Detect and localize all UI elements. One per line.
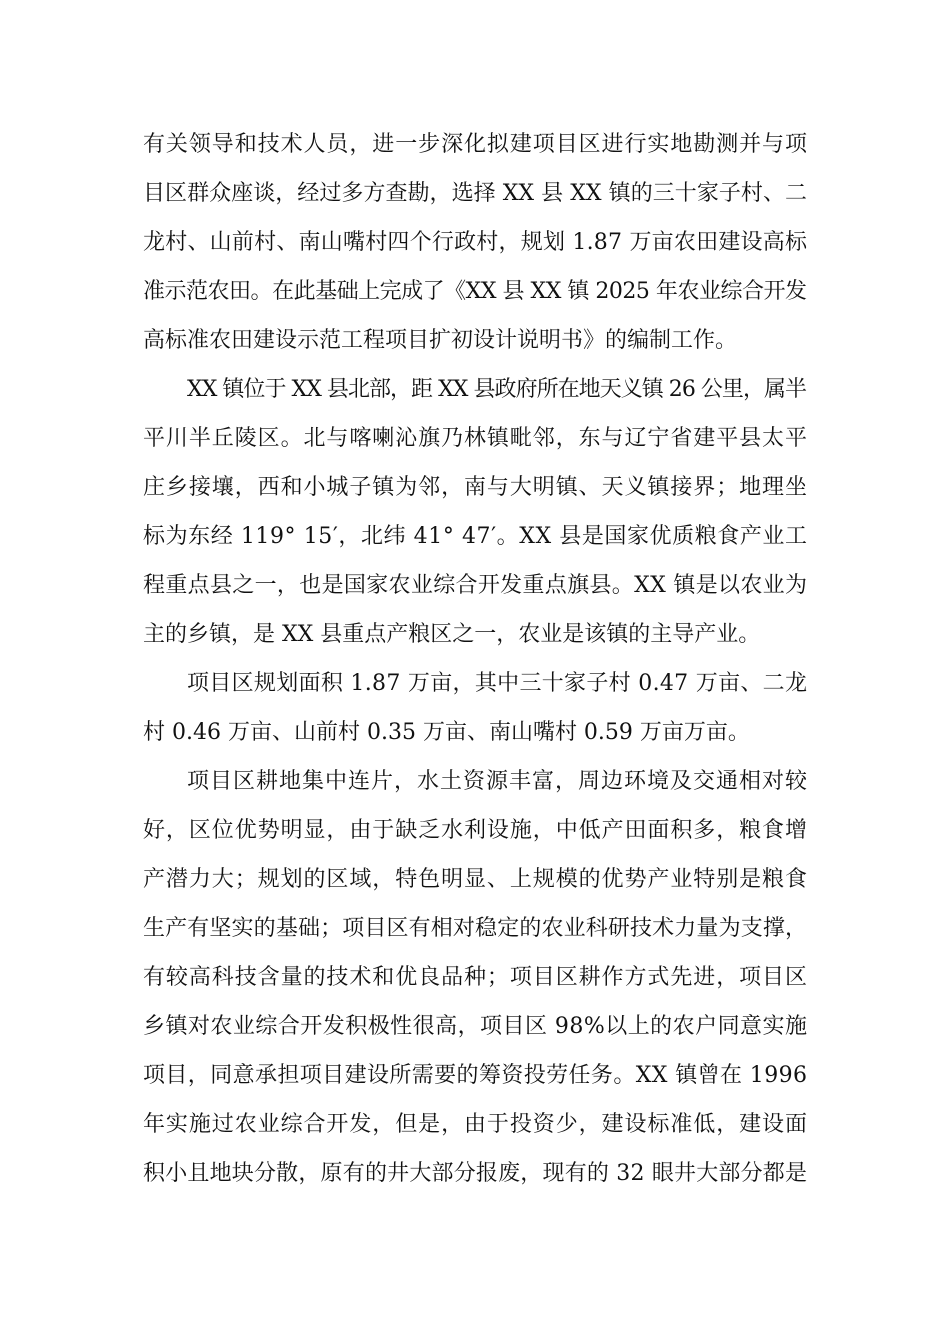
paragraph-2: [143, 365, 807, 659]
line-text: 乡镇对农业综合开发积极性很高，项目区 98%以上的农户同意实施: [143, 1014, 808, 1039]
text-line: [143, 708, 807, 757]
line-text: 标为东经 119° 15′，北纬 41° 47′。XX 县是国家优质粮食产业工: [143, 524, 808, 549]
text-line: [143, 512, 807, 561]
line-text: 平川半丘陵区。北与喀喇沁旗乃林镇毗邻，东与辽宁省建平县太平: [143, 426, 808, 451]
line-text: 有较高科技含量的技术和优良品种；项目区耕作方式先进，项目区: [143, 965, 808, 990]
text-line: [143, 757, 807, 806]
text-line: [143, 1100, 807, 1149]
text-line: [143, 1002, 807, 1051]
text-line: [143, 267, 807, 316]
text-line: [143, 610, 807, 659]
line-text: 程重点县之一，也是国家农业综合开发重点旗县。XX 镇是以农业为: [143, 573, 808, 598]
line-text: 目区群众座谈，经过多方查勘，选择 XX 县 XX 镇的三十家子村、二: [143, 181, 808, 206]
text-line: [143, 1149, 807, 1198]
text-line: [143, 365, 807, 414]
line-text: 生产有坚实的基础；项目区有相对稳定的农业科研技术力量为支撑，: [143, 916, 808, 941]
text-line: [143, 904, 807, 953]
paragraph-3: [143, 659, 807, 757]
line-text: 庄乡接壤，西和小城子镇为邻，南与大明镇、天义镇接界；地理坐: [143, 475, 808, 500]
text-line: [143, 953, 807, 1002]
text-line: [143, 1051, 807, 1100]
text-line: [143, 414, 807, 463]
paragraph-4: [143, 757, 807, 1198]
line-text: 高标准农田建设示范工程项目扩初设计说明书》的编制工作。: [143, 328, 738, 353]
text-line: [143, 120, 807, 169]
line-text: 积小且地块分散，原有的井大部分报废，现有的 32 眼井大部分都是: [143, 1161, 808, 1186]
text-line: [143, 855, 807, 904]
line-text: 项目，同意承担项目建设所需要的筹资投劳任务。XX 镇曾在 1996: [143, 1063, 808, 1088]
text-line: [143, 169, 807, 218]
line-text: 准示范农田。在此基础上完成了《XX 县 XX 镇 2025 年农业综合开发: [143, 279, 807, 304]
line-text: 项目区耕地集中连片，水土资源丰富，周边环境及交通相对较: [187, 769, 808, 794]
line-text: 项目区规划面积 1.87 万亩，其中三十家子村 0.47 万亩、二龙: [187, 671, 808, 696]
text-line: [143, 659, 807, 708]
line-text: 好，区位优势明显，由于缺乏水利设施，中低产田面积多，粮食增: [143, 818, 808, 843]
line-text: 主的乡镇，是 XX 县重点产粮区之一，农业是该镇的主导产业。: [143, 622, 761, 647]
text-line: [143, 806, 807, 855]
line-text: 有关领导和技术人员，进一步深化拟建项目区进行实地勘测并与项: [143, 132, 808, 157]
text-line: [143, 561, 807, 610]
text-line: [143, 316, 807, 365]
line-text: 村 0.46 万亩、山前村 0.35 万亩、南山嘴村 0.59 万亩万亩。: [143, 720, 750, 745]
line-text: XX 镇位于 XX 县北部，距 XX 县政府所在地天义镇 26 公里，属半: [187, 377, 807, 402]
text-line: [143, 218, 807, 267]
line-text: 年实施过农业综合开发，但是，由于投资少，建设标准低，建设面: [143, 1112, 808, 1137]
body-text: [143, 120, 807, 1198]
line-text: 龙村、山前村、南山嘴村四个行政村，规划 1.87 万亩农田建设高标: [143, 230, 808, 255]
text-line: [143, 463, 807, 512]
paragraph-1: [143, 120, 807, 365]
line-text: 产潜力大；规划的区域，特色明显、上规模的优势产业特别是粮食: [143, 867, 808, 892]
